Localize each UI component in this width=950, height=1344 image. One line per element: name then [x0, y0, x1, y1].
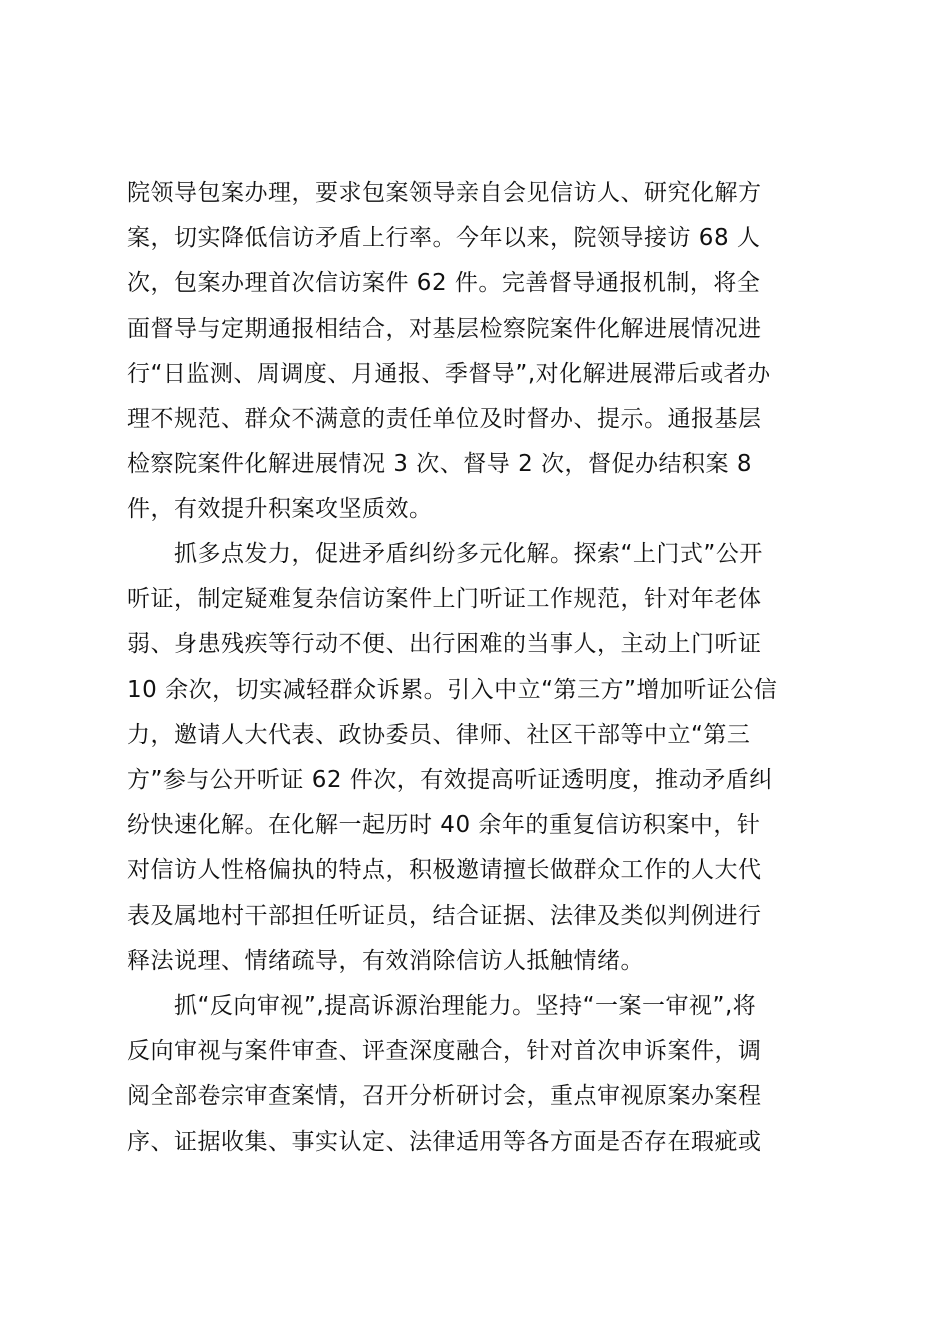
text-line: 对信访人性格偏执的特点，积极邀请擅长做群众工作的人大代 [127, 857, 762, 884]
text-line: 纷快速化解。在化解一起历时 40 余年的重复信访积案中，针 [127, 812, 761, 839]
text-line: 抓“反向审视”,提高诉源治理能力。坚持“一案一审视”,将 [127, 993, 757, 1019]
paragraph-2 [127, 532, 847, 984]
text-line: 院领导包案办理，要求包案领导亲自会见信访人、研究化解方 [127, 180, 762, 206]
text-line: 面督导与定期通报相结合，对基层检察院案件化解进展情况进 [127, 315, 762, 342]
text-line: 件，有效提升积案攻坚质效。 [127, 496, 433, 523]
text-line: 表及属地村干部担任听证员，结合证据、法律及类似判例进行 [127, 902, 762, 929]
text-line: 力，邀请人大代表、政协委员、律师、社区干部等中立“第三 [127, 721, 751, 748]
text-line: 行“日监测、周调度、月通报、季督导”,对化解进展滞后或者办 [127, 360, 771, 387]
text-line: 弱、身患残疾等行动不便、出行困难的当事人，主动上门听证 [127, 631, 762, 658]
text-line: 抓多点发力，促进矛盾纠纷多元化解。探索“上门式”公开 [127, 541, 763, 567]
text-line: 检察院案件化解进展情况 3 次、督导 2 次，督促办结积案 8 [127, 451, 752, 478]
text-line: 反向审视与案件审查、评查深度融合，针对首次申诉案件，调 [127, 1038, 762, 1065]
text-line: 阅全部卷宗审查案情，召开分析研讨会，重点审视原案办案程 [127, 1083, 762, 1110]
text-line: 理不规范、群众不满意的责任单位及时督办、提示。通报基层 [127, 406, 762, 433]
text-line: 案，切实降低信访矛盾上行率。今年以来，院领导接访 68 人 [127, 225, 761, 252]
text-line: 方”参与公开听证 62 件次，有效提高听证透明度，推动矛盾纠 [127, 767, 773, 794]
text-line: 10 余次，切实减轻群众诉累。引入中立“第三方”增加听证公信 [127, 676, 778, 703]
paragraph-1 [127, 171, 847, 533]
text-line: 听证，制定疑难复杂信访案件上门听证工作规范，针对年老体 [127, 586, 762, 613]
paragraph-3 [127, 984, 847, 1165]
text-line: 次，包案办理首次信访案件 62 件。完善督导通报机制，将全 [127, 270, 761, 297]
text-line: 释法说理、情绪疏导，有效消除信访人抵触情绪。 [127, 947, 644, 974]
text-line: 序、证据收集、事实认定、法律适用等各方面是否存在瑕疵或 [127, 1128, 762, 1155]
